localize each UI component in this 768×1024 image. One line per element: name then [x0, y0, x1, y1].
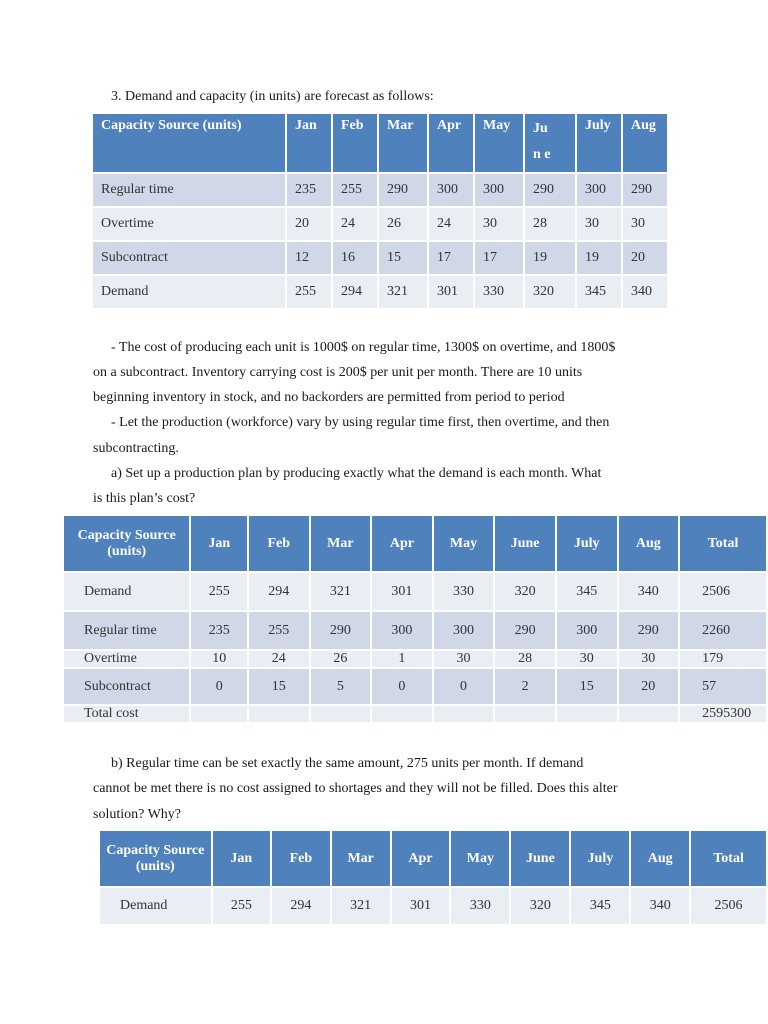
header-feb: Feb	[272, 831, 330, 886]
table-cell: 26	[379, 208, 427, 240]
para-line-3: beginning inventory in stock, and no backorders are permitted from period to period	[93, 390, 565, 405]
table-cell: 340	[631, 888, 689, 924]
table-cell	[311, 706, 371, 722]
plan-a-table	[62, 514, 768, 724]
question-a-line-1: a) Set up a production plan by producing exactly what the demand is each month. What	[111, 466, 602, 481]
table-cell: 345	[557, 573, 617, 610]
table-cell: 235	[191, 612, 247, 649]
header-jan: Jan	[191, 516, 247, 571]
table-row	[93, 276, 667, 308]
table-cell: 321	[379, 276, 427, 308]
table-cell: 255	[249, 612, 309, 649]
table-cell: 301	[429, 276, 473, 308]
table-cell: 301	[392, 888, 450, 924]
question-a-line-2: is this plan’s cost?	[93, 491, 196, 506]
table-cell: 2506	[680, 573, 766, 610]
table-cell: 294	[333, 276, 377, 308]
header-aug: Aug	[631, 831, 689, 886]
table-header-row	[100, 831, 766, 886]
table-cell: 57	[680, 669, 766, 704]
table-cell: 345	[577, 276, 621, 308]
table-cell: 255	[333, 174, 377, 206]
header-total: Total	[680, 516, 766, 571]
table-cell: 1	[372, 651, 432, 667]
table-cell: 30	[475, 208, 523, 240]
table-cell: 300	[434, 612, 494, 649]
table-cell: 24	[333, 208, 377, 240]
header-aug: Aug	[623, 114, 667, 172]
table-cell: 24	[249, 651, 309, 667]
table-cell	[191, 706, 247, 722]
para-line-2: on a subcontract. Inventory carrying cost is 200$ per unit per month. There are 10 units	[93, 365, 583, 380]
header-jan: Jan	[287, 114, 331, 172]
forecast-table	[91, 112, 669, 310]
table-cell: 26	[311, 651, 371, 667]
table-cell: 20	[619, 669, 679, 704]
table-cell: 0	[191, 669, 247, 704]
header-feb: Feb	[333, 114, 377, 172]
plan-b-table-clip	[98, 829, 768, 939]
table-cell: 321	[311, 573, 371, 610]
table-cell: 28	[495, 651, 555, 667]
table-cell	[434, 706, 494, 722]
table-cell: 290	[619, 612, 679, 649]
header-aug: Aug	[619, 516, 679, 571]
table-cell: 179	[680, 651, 766, 667]
table-cell: 294	[249, 573, 309, 610]
table-row	[64, 669, 766, 704]
header-june: June	[511, 831, 569, 886]
header-apr: Apr	[429, 114, 473, 172]
table-cell: 20	[623, 242, 667, 274]
table-cell: 2260	[680, 612, 766, 649]
para-line-4: - Let the production (workforce) vary by using regular time first, then overtime, and then	[111, 415, 610, 430]
header-july: July	[577, 114, 621, 172]
table-cell: 290	[495, 612, 555, 649]
total-cost-value: 2595300	[680, 706, 766, 722]
header-july: July	[571, 831, 629, 886]
header-june: June	[495, 516, 555, 571]
row-label: Subcontract	[64, 669, 189, 704]
table-cell: 300	[372, 612, 432, 649]
header-mar: Mar	[311, 516, 371, 571]
table-row	[64, 706, 766, 722]
header-feb: Feb	[249, 516, 309, 571]
header-june: Jun e	[525, 114, 575, 172]
table-cell: 15	[557, 669, 617, 704]
question-b-line-2: cannot be met there is no cost assigned to shortages and they will not be filled. Does this alter	[93, 781, 618, 796]
table-cell: 294	[272, 888, 330, 924]
table-cell: 290	[623, 174, 667, 206]
table-cell: 2506	[691, 888, 766, 924]
header-apr: Apr	[392, 831, 450, 886]
table-row	[93, 208, 667, 240]
table-cell: 330	[451, 888, 509, 924]
header-capacity-source: Capacity Source (units)	[93, 114, 285, 172]
table-cell: 300	[577, 174, 621, 206]
row-label: Subcontract	[93, 242, 285, 274]
row-label: Demand	[64, 573, 189, 610]
table-cell: 255	[191, 573, 247, 610]
table-cell: 320	[511, 888, 569, 924]
table-cell: 321	[332, 888, 390, 924]
table-cell: 235	[287, 174, 331, 206]
table-cell: 30	[619, 651, 679, 667]
table-cell: 5	[311, 669, 371, 704]
table-cell: 10	[191, 651, 247, 667]
table-cell: 17	[475, 242, 523, 274]
table-cell: 15	[379, 242, 427, 274]
table-header-row	[93, 114, 667, 172]
table-cell: 19	[577, 242, 621, 274]
header-total: Total	[691, 831, 766, 886]
table-cell	[249, 706, 309, 722]
table-row	[93, 242, 667, 274]
table-cell: 290	[379, 174, 427, 206]
row-label: Overtime	[93, 208, 285, 240]
table-cell: 300	[475, 174, 523, 206]
plan-b-table	[98, 829, 768, 926]
table-row	[64, 612, 766, 649]
table-row	[93, 174, 667, 206]
table-cell: 300	[557, 612, 617, 649]
table-cell: 19	[525, 242, 575, 274]
table-cell	[495, 706, 555, 722]
table-row	[100, 888, 766, 924]
row-label: Demand	[93, 276, 285, 308]
table-cell: 2	[495, 669, 555, 704]
table-cell: 330	[475, 276, 523, 308]
header-may: May	[475, 114, 523, 172]
table-cell: 30	[557, 651, 617, 667]
table-cell: 0	[434, 669, 494, 704]
table-cell: 20	[287, 208, 331, 240]
header-mar: Mar	[379, 114, 427, 172]
question-b-line-1: b) Regular time can be set exactly the same amount, 275 units per month. If demand	[111, 756, 584, 771]
table-cell: 30	[623, 208, 667, 240]
table-cell: 300	[429, 174, 473, 206]
table-cell: 15	[249, 669, 309, 704]
row-label: Overtime	[64, 651, 189, 667]
header-may: May	[434, 516, 494, 571]
table-cell: 320	[525, 276, 575, 308]
header-may: May	[451, 831, 509, 886]
table-cell	[619, 706, 679, 722]
table-cell: 290	[525, 174, 575, 206]
table-cell: 340	[619, 573, 679, 610]
row-label: Demand	[100, 888, 211, 924]
table-cell: 17	[429, 242, 473, 274]
table-cell: 255	[213, 888, 271, 924]
table-row	[64, 651, 766, 667]
table-cell: 0	[372, 669, 432, 704]
table-row	[64, 573, 766, 610]
para-line-1: - The cost of producing each unit is 1000$ on regular time, 1300$ on overtime, and 1800$	[111, 340, 616, 355]
table-cell: 12	[287, 242, 331, 274]
table-cell: 255	[287, 276, 331, 308]
header-capacity-source: Capacity Source (units)	[100, 831, 211, 886]
header-capacity-source: Capacity Source (units)	[64, 516, 189, 571]
table-cell	[557, 706, 617, 722]
table-cell: 24	[429, 208, 473, 240]
question-b-line-3: solution? Why?	[93, 807, 182, 822]
para-line-5: subcontracting.	[93, 441, 179, 456]
table-cell: 301	[372, 573, 432, 610]
table-cell: 345	[571, 888, 629, 924]
row-label: Total cost	[64, 706, 189, 722]
header-apr: Apr	[372, 516, 432, 571]
table-cell: 30	[577, 208, 621, 240]
table-cell: 290	[311, 612, 371, 649]
header-july: July	[557, 516, 617, 571]
table-cell: 340	[623, 276, 667, 308]
table-header-row	[64, 516, 766, 571]
table-cell: 320	[495, 573, 555, 610]
intro-text: 3. Demand and capacity (in units) are forecast as follows:	[111, 89, 434, 104]
table-cell: 330	[434, 573, 494, 610]
row-label: Regular time	[93, 174, 285, 206]
row-label: Regular time	[64, 612, 189, 649]
table-cell: 16	[333, 242, 377, 274]
header-mar: Mar	[332, 831, 390, 886]
table-cell	[372, 706, 432, 722]
table-cell: 30	[434, 651, 494, 667]
header-jan: Jan	[213, 831, 271, 886]
table-cell: 28	[525, 208, 575, 240]
